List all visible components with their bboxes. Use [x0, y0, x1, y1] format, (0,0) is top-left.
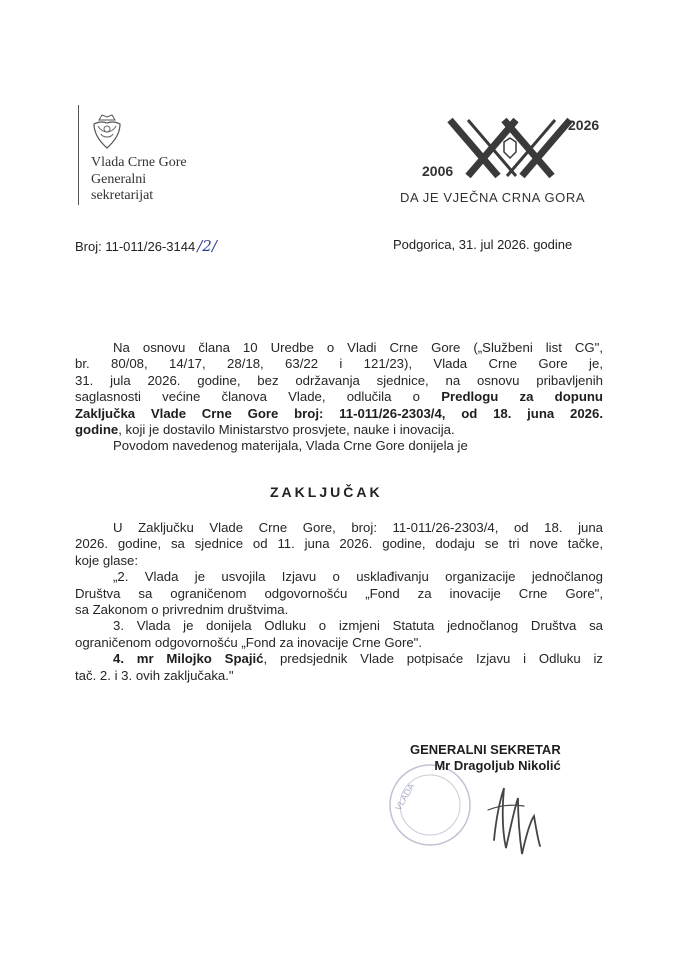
- place-date: Podgorica, 31. jul 2026. godine: [393, 237, 573, 252]
- signer-name: Mr Dragoljub Nikolić: [434, 758, 561, 773]
- bold-subject: Predlogu za dopunu: [441, 389, 603, 405]
- year-start: 2006: [422, 163, 454, 179]
- intro-line: saglasnosti većine članova Vlade, odlučila o: [75, 389, 420, 405]
- reference-number-text: Broj: 11-011/26-3144: [75, 239, 196, 254]
- body-line: tač. 2. i 3. ovih zaključaka.": [75, 667, 234, 683]
- body-line: sa Zakonom o privrednim društvima.: [75, 602, 289, 618]
- body-line: Društva sa ograničenom odgovornošću „Fond za inovacije Crne Gore",: [75, 585, 603, 601]
- body-line: 3. Vlada je donijela Odluku o izmjeni Statuta jednočlanog Društva sa: [113, 618, 603, 634]
- conclusion-body: [75, 520, 603, 684]
- header-divider: [78, 105, 79, 205]
- intro-line-with-bold: [75, 389, 603, 405]
- institution-line: Vlada Crne Gore: [91, 155, 187, 170]
- body-line-with-bold: [75, 651, 603, 667]
- body-line: , predsjednik Vlade potpisaće Izjavu i Odluku iz: [263, 651, 603, 667]
- intro-line: br. 80/08, 14/17, 28/18, 63/22 i 121/23), Vlada Crne Gore je,: [75, 356, 603, 372]
- intro-line: 31. jula 2026. godine, bez održavanja sjednice, na osnovu pribavljenih: [75, 372, 603, 388]
- bold-subject: godine: [75, 422, 119, 438]
- document-title: ZAKLJUČAK: [270, 484, 383, 500]
- handwritten-signature: [480, 770, 560, 860]
- signer-title: GENERALNI SEKRETAR: [410, 742, 561, 757]
- body-line: „2. Vlada je usvojila Izjavu o usklađivanju organizacije jednočlanog: [113, 569, 603, 585]
- intro-tail: , koji je dostavilo Ministarstvo prosvjete, nauke i inovacija.: [118, 422, 455, 438]
- institution-name: [91, 155, 187, 205]
- body-line: koje glase:: [75, 552, 139, 568]
- institution-line: sekretarijat: [91, 188, 154, 203]
- stamp-text: VLADA: [393, 781, 417, 813]
- intro-closing: Povodom navedenog materijala, Vlada Crne Gore donijela je: [113, 438, 468, 454]
- intro-section: [75, 340, 603, 455]
- bold-subject: Zaključka Vlade Crne Gore broj: 11-011/26-2303/4, od 18. juna 2026.: [75, 405, 603, 421]
- handwritten-suffix: /2/: [197, 237, 217, 255]
- intro-line: [75, 406, 603, 422]
- bold-person: 4. mr Milojko Spajić: [113, 651, 264, 667]
- body-line: U Zaključku Vlade Crne Gore, broj: 11-011/26-2303/4, od 18. juna: [113, 520, 603, 535]
- motto: DA JE VJEČNA CRNA GORA: [400, 190, 586, 205]
- reference-number: [75, 237, 217, 255]
- coat-of-arms-icon: [90, 112, 124, 152]
- body-line: 2026. godine, sa sjednice od 11. juna 2026. godine, dodaju se tri nove tačke,: [75, 536, 603, 552]
- intro-line: [75, 422, 603, 438]
- body-line: ograničenom odgovornošću „Fond za inovacije Crne Gore".: [75, 634, 423, 650]
- institution-line: Generalni: [91, 171, 147, 187]
- anniversary-logo: [420, 112, 620, 187]
- intro-line: Na osnovu člana 10 Uredbe o Vladi Crne Gore („Službeni list CG",: [113, 340, 603, 355]
- year-end: 2026: [568, 117, 600, 133]
